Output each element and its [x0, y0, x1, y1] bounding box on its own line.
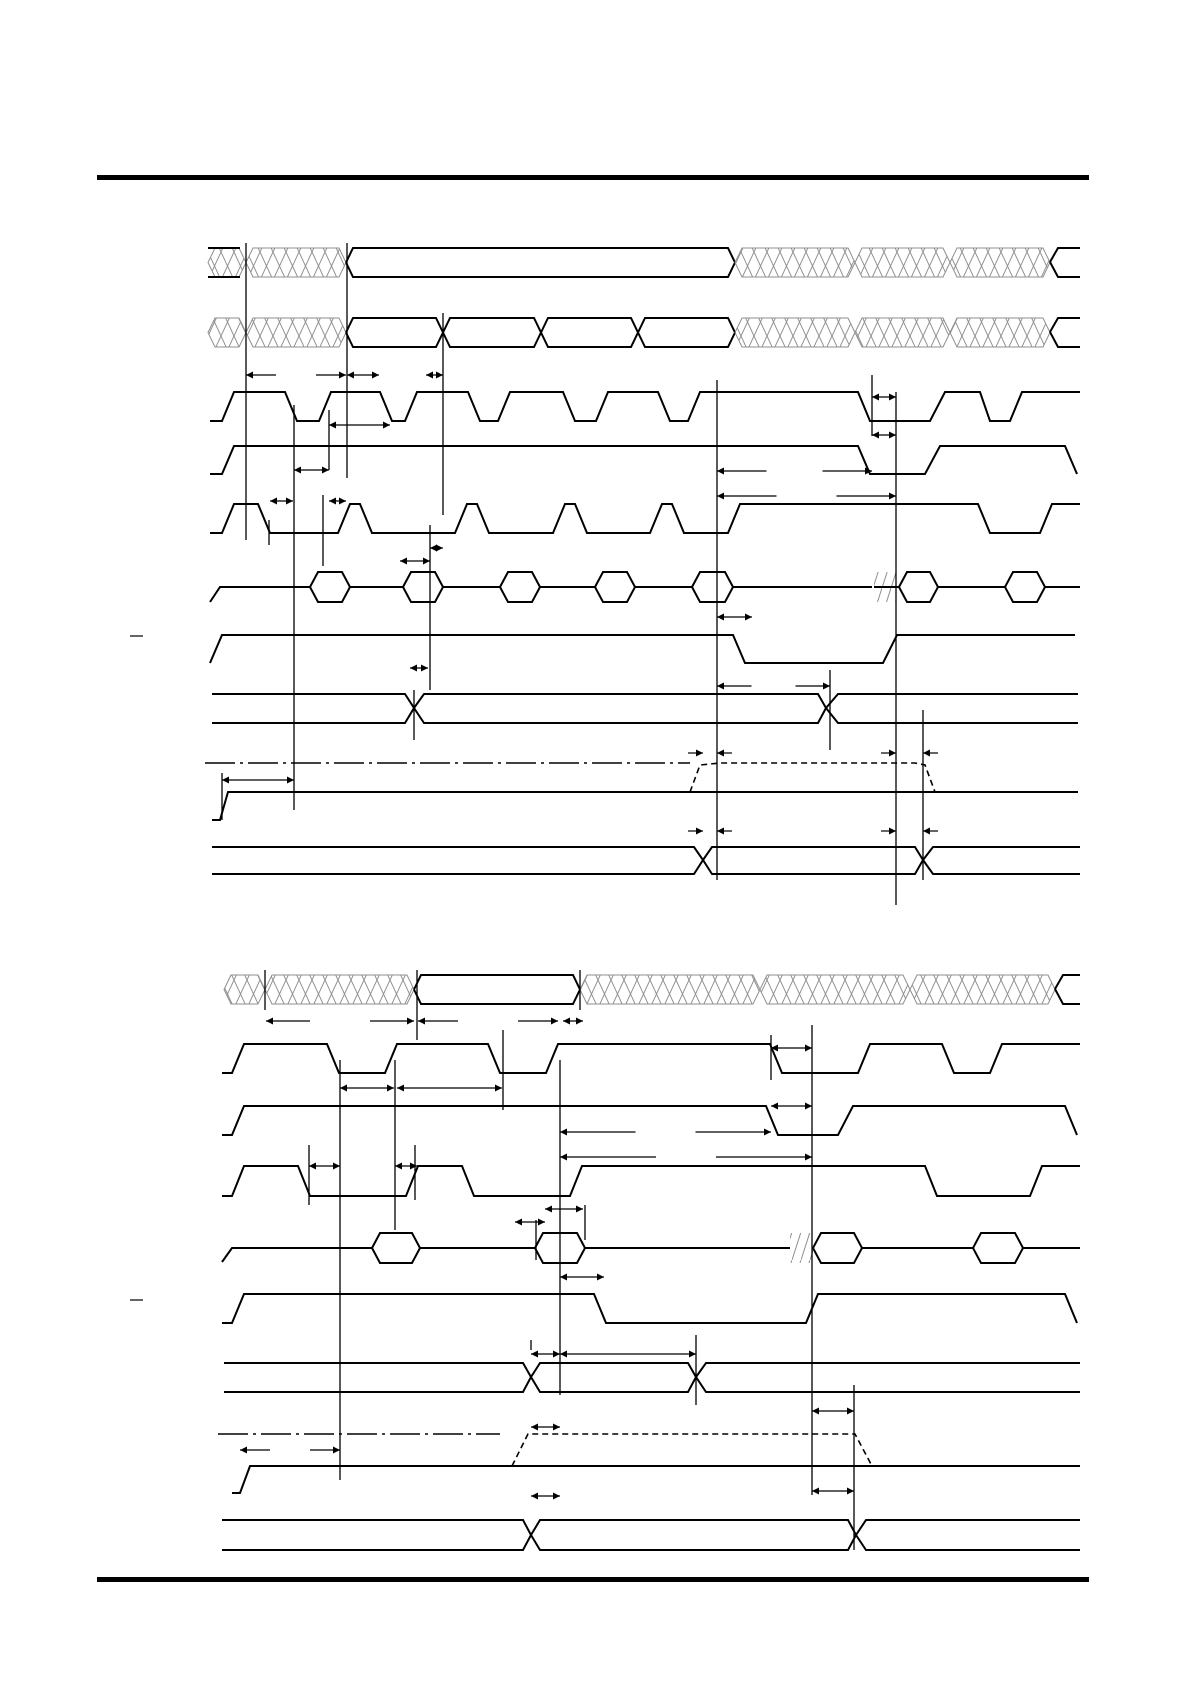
upper-enable-signal [210, 635, 1075, 663]
upper-clock-signal [210, 392, 1080, 421]
arrow-head [560, 1351, 567, 1358]
arrow-head [560, 1154, 567, 1161]
arrow-head [717, 750, 724, 757]
arrow-head [395, 1163, 402, 1170]
upper-bus-1-invalid-region [950, 248, 1050, 277]
arrow-head [560, 1274, 567, 1281]
upper-bus-1-invalid-region [735, 248, 855, 277]
arrow-head [889, 432, 896, 439]
arrow-head [872, 432, 879, 439]
arrow-head [538, 1219, 545, 1226]
arrow-head [418, 1018, 425, 1025]
lower-strobe-signal-a [222, 1106, 1077, 1135]
arrow-head [426, 372, 433, 379]
lower-data-bubble [372, 1233, 420, 1263]
upper-strobe-signal-a [210, 446, 1077, 474]
arrow-head [270, 498, 277, 505]
upper-bus-3-b [414, 694, 826, 723]
lower-strobe-signal-b [222, 1166, 1080, 1196]
arrow-head [696, 750, 703, 757]
arrow-head [696, 828, 703, 835]
upper-output-signal [212, 792, 1078, 820]
lower-data-line [222, 1248, 372, 1262]
arrow-head [423, 558, 430, 565]
arrow-head [333, 1447, 340, 1454]
arrow-head [576, 1018, 583, 1025]
arrow-head [421, 665, 428, 672]
arrow-head [436, 372, 443, 379]
arrow-head [333, 1163, 340, 1170]
lower-bus-1-invalid-region [580, 975, 760, 1004]
lower-clock-signal [222, 1044, 1080, 1073]
lower-bus-2-c [696, 1377, 1080, 1392]
lower-bus-2-b [531, 1363, 696, 1392]
arrow-head [717, 683, 724, 690]
arrow-head [812, 1408, 819, 1415]
arrow-head [309, 1163, 316, 1170]
upper-bus-2-invalid-region [208, 318, 246, 347]
arrow-head [339, 498, 346, 505]
lower-bus-1-tail [1055, 975, 1080, 989]
upper-bus-3-a [212, 694, 414, 723]
arrow-head [329, 422, 336, 429]
arrow-head [805, 1103, 812, 1110]
upper-bus-1-tail [1050, 248, 1080, 262]
arrow-head [872, 394, 879, 401]
arrow-head [847, 1408, 854, 1415]
lower-bus-2-c [696, 1363, 1080, 1377]
upper-bus-2-valid-region [541, 318, 638, 347]
arrow-head [515, 1219, 522, 1226]
upper-bus-1-invalid-region [855, 248, 950, 277]
upper-bus-2-invalid-region [950, 318, 1050, 347]
arrow-head [805, 1154, 812, 1161]
lower-bus-3-a [222, 1520, 531, 1550]
arrow-head [689, 1351, 696, 1358]
arrow-head [495, 1085, 502, 1092]
upper-bus-4-a [212, 847, 703, 874]
arrow-head [764, 1129, 771, 1136]
upper-bus-2-invalid-region [735, 318, 855, 347]
arrow-head [545, 1206, 552, 1213]
arrow-head [563, 1018, 570, 1025]
upper-bus-1-invalid-region [246, 248, 346, 277]
arrow-head [287, 777, 294, 784]
upper-data-bubble [595, 572, 635, 602]
lower-tristate-dashed [512, 1434, 872, 1466]
arrow-head [576, 1206, 583, 1213]
arrow-head [717, 468, 724, 475]
upper-bus-1-valid-region [346, 248, 735, 277]
arrow-head [597, 1274, 604, 1281]
arrow-head [286, 498, 293, 505]
upper-data-bubble [500, 572, 540, 602]
arrow-head [383, 422, 390, 429]
arrow-head [410, 665, 417, 672]
arrow-head [923, 750, 930, 757]
arrow-head [407, 1018, 414, 1025]
arrow-head [717, 614, 724, 621]
upper-bus-3-c [826, 694, 1078, 708]
upper-data-bubble [899, 572, 938, 602]
arrow-head [397, 1085, 404, 1092]
arrow-head [553, 1424, 560, 1431]
lower-output-signal [232, 1466, 1080, 1493]
arrow-head [531, 1493, 538, 1500]
upper-bus-2-valid-region [346, 318, 443, 347]
arrow-head [347, 372, 354, 379]
arrow-head [923, 828, 930, 835]
lower-data-bubble [813, 1233, 862, 1263]
arrow-head [553, 1493, 560, 1500]
arrow-head [889, 828, 896, 835]
lower-bus-3-c [856, 1535, 1080, 1550]
lower-bus-1-invalid-region [910, 975, 1055, 1004]
lower-data-bubble [973, 1233, 1023, 1263]
upper-bus-4-c [923, 860, 1080, 874]
lower-bus-1-invalid-region [224, 975, 265, 1004]
arrow-head [805, 1045, 812, 1052]
upper-bus-2-valid-region [638, 318, 735, 347]
lower-bus-1-valid-region [414, 975, 580, 1004]
upper-bus-4-c [923, 847, 1080, 860]
arrow-head [717, 493, 724, 500]
arrow-head [222, 777, 229, 784]
upper-bus-2-valid-region [443, 318, 541, 347]
upper-bus-1-invalid-region [208, 248, 246, 277]
arrow-head [553, 1351, 560, 1358]
arrow-head [823, 683, 830, 690]
lower-enable-signal [222, 1294, 1077, 1323]
arrow-head [812, 1488, 819, 1495]
lower-bus-1-invalid-region [760, 975, 910, 1004]
arrow-head [436, 545, 443, 552]
arrow-head [551, 1018, 558, 1025]
upper-bus-2-invalid-region [855, 318, 950, 347]
upper-bus-2-invalid-region [246, 318, 346, 347]
upper-strobe-signal-b [210, 504, 1080, 533]
arrow-head [400, 558, 407, 565]
arrow-head [339, 372, 346, 379]
upper-data-line [210, 587, 310, 602]
lower-bus-3-c [856, 1520, 1080, 1535]
arrow-head [560, 1129, 567, 1136]
arrow-head [771, 1103, 778, 1110]
lower-bus-1-invalid-region [265, 975, 414, 1004]
lower-bus-2-a [224, 1363, 531, 1392]
upper-data-bubble [310, 572, 350, 602]
arrow-head [387, 1085, 394, 1092]
upper-bus-4-b [703, 847, 923, 874]
arrow-head [266, 1018, 273, 1025]
arrow-head [531, 1351, 538, 1358]
arrow-head [329, 498, 336, 505]
arrow-head [889, 493, 896, 500]
arrow-head [246, 372, 253, 379]
arrow-head [889, 394, 896, 401]
arrow-head [340, 1085, 347, 1092]
upper-tristate-dashed [690, 763, 935, 792]
upper-data-bubble [403, 572, 443, 602]
upper-bus-3-c [826, 708, 1078, 723]
arrow-head [294, 467, 301, 474]
upper-data-bubble [692, 572, 733, 602]
arrow-head [745, 614, 752, 621]
arrow-head [847, 1488, 854, 1495]
lower-bus-3-b [531, 1520, 856, 1550]
upper-data-bubble [1005, 572, 1045, 602]
arrow-head [717, 828, 724, 835]
upper-bus-1-tail [1050, 262, 1080, 277]
upper-bus-2-tail [1050, 318, 1080, 332]
arrow-head [889, 750, 896, 757]
arrow-head [322, 467, 329, 474]
lower-data-hatch [790, 1233, 813, 1263]
arrow-head [531, 1424, 538, 1431]
arrow-head [372, 372, 379, 379]
arrow-head [240, 1447, 247, 1454]
arrow-head [430, 545, 437, 552]
upper-bus-2-tail [1050, 332, 1080, 347]
lower-bus-1-tail [1055, 989, 1080, 1004]
